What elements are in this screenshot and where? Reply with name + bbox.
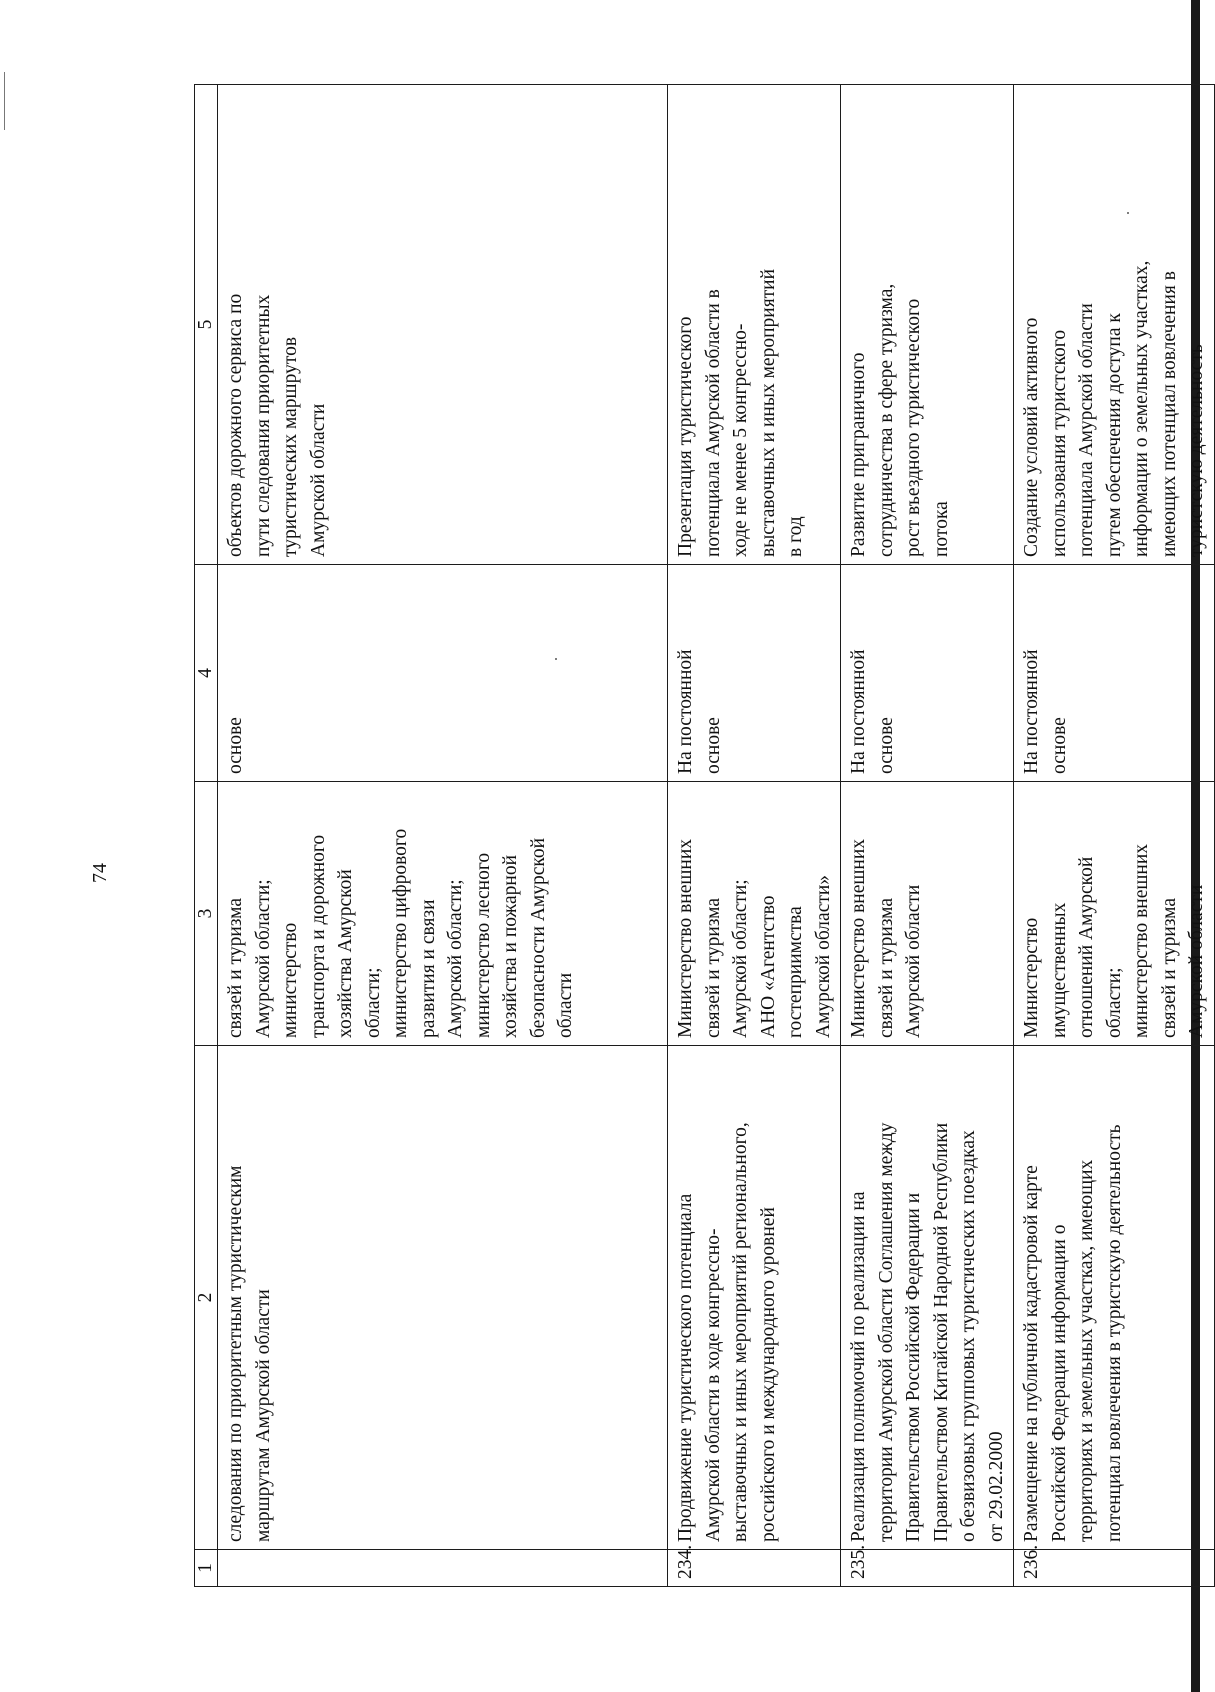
measure-cell: следования по приоритетным туристическим маршрутам Амурской области: [218, 1046, 668, 1550]
col-header-4: 4: [195, 565, 218, 782]
result-cell: Развитие приграничного сотрудничества в сфере туризма, рост въездного туристического потока: [841, 85, 1014, 565]
measures-table: [194, 84, 1215, 1587]
rotated-table-container: [194, 85, 1207, 1587]
measure-cell: Реализация полномочий по реализации на территории Амурской области Соглашения между Правительством Российской Федерации и Правительством Китайской Народной Республики о безвизовых групповых туристических поездках от 29.02.2000: [841, 1046, 1014, 1550]
row-number: 234.: [668, 1550, 841, 1587]
col-header-2: 2: [195, 1046, 218, 1550]
table-row: [1014, 85, 1215, 1587]
header-row: [195, 85, 218, 1587]
result-cell: объектов дорожного сервиса по пути следования приоритетных туристических маршрутов Амурской области: [218, 85, 668, 565]
measure-cell: Продвижение туристического потенциала Амурской области в ходе конгрессно- выставочных и иных мероприятий регионального, российского и международного уровней: [668, 1046, 841, 1550]
table-row: [218, 85, 668, 1587]
col-header-5: 5: [195, 85, 218, 565]
page-number: 74: [89, 863, 111, 883]
executor-cell: связей и туризма Амурской области; министерство транспорта и дорожного хозяйства Амурской области; министерство цифрового развития и связи Амурской области; министерство лесного хозяйства и пожарной безопасности Амурской области: [218, 782, 668, 1046]
term-cell: На постоянной основе: [841, 565, 1014, 782]
executor-cell: Министерство имущественных отношений Амурской области; министерство внешних связей и туризма Амурской области: [1014, 782, 1215, 1046]
term-cell: основе: [218, 565, 668, 782]
row-number: 236.: [1014, 1550, 1215, 1587]
row-number: [218, 1550, 668, 1587]
row-number: 235.: [841, 1550, 1014, 1587]
table-row: [668, 85, 841, 1587]
col-header-3: 3: [195, 782, 218, 1046]
measure-cell: Размещение на публичной кадастровой карте Российской Федерации информации о территориях и земельных участках, имеющих потенциал вовлечения в туристскую деятельность: [1014, 1046, 1215, 1550]
table-row: [841, 85, 1014, 1587]
executor-cell: Министерство внешних связей и туризма Амурской области; АНО «Агентство гостеприимства Амурской области»: [668, 782, 841, 1046]
scan-artifact: [4, 72, 5, 130]
term-cell: На постоянной основе: [668, 565, 841, 782]
executor-cell: Министерство внешних связей и туризма Амурской области: [841, 782, 1014, 1046]
result-cell: Создание условий активного использования туристского потенциала Амурской области путем обеспечения доступа к информации о земельных участках, имеющих потенциал вовлечения в туристскую деятельность: [1014, 85, 1215, 565]
term-cell: На постоянной основе: [1014, 565, 1215, 782]
col-header-1: 1: [195, 1550, 218, 1587]
result-cell: Презентация туристического потенциала Амурской области в ходе не менее 5 конгрессно- выставочных и иных мероприятий в год: [668, 85, 841, 565]
